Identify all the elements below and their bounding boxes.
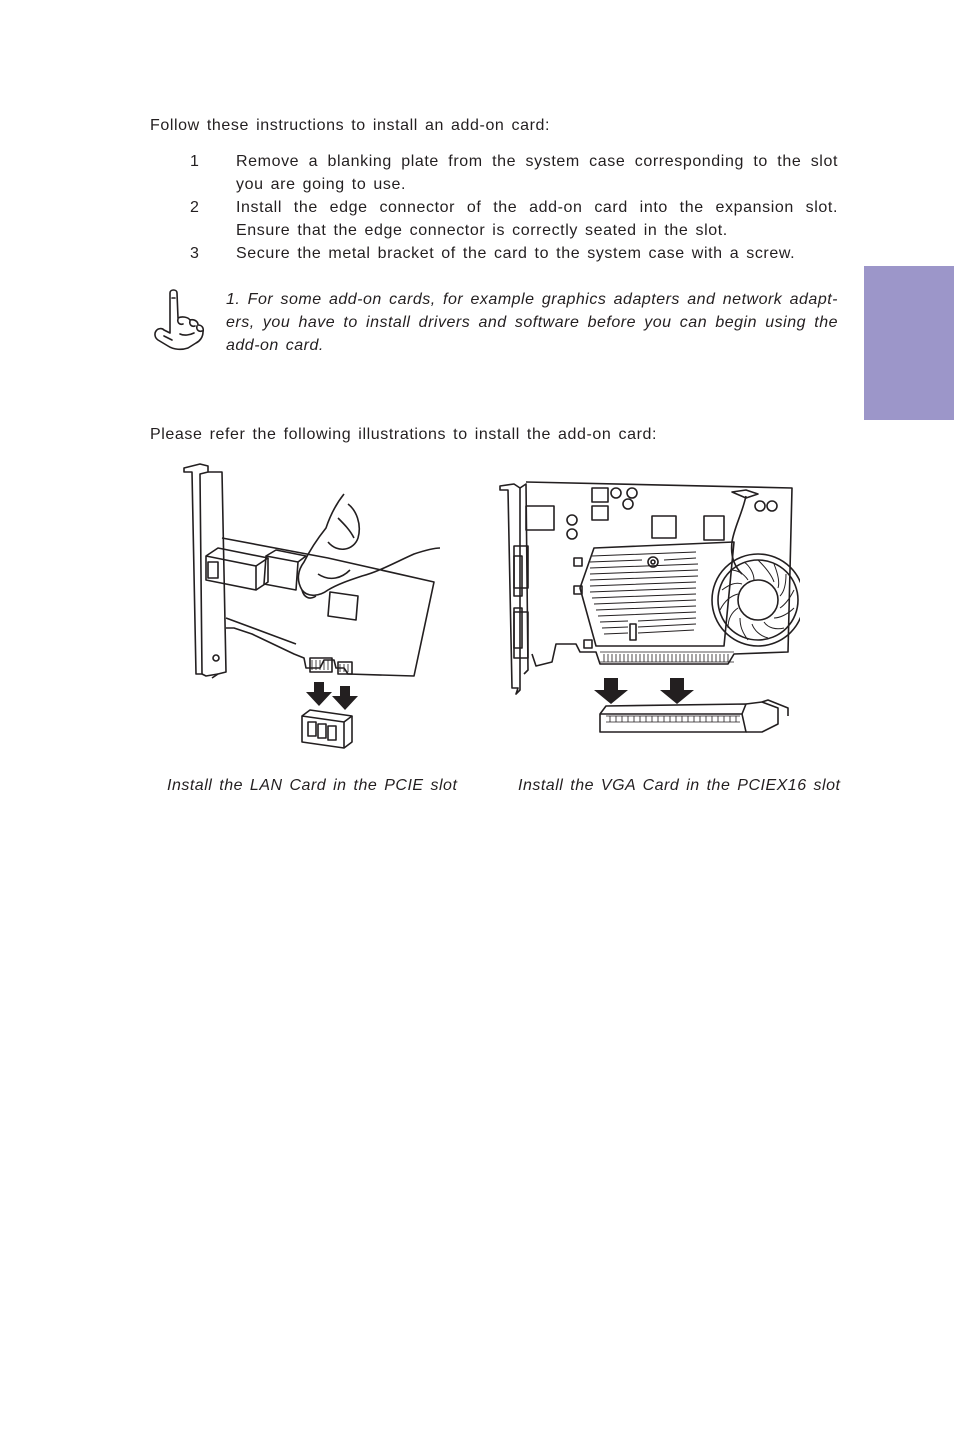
chapter-tab — [864, 266, 954, 420]
note-text: 1. For some add-on cards, for example graphics adapters and network adapt-ers, you have to install drivers and software before you can begin using the add-on card. — [226, 291, 838, 354]
intro-text: Follow these instructions to install an add-on card: — [150, 117, 551, 134]
step-text: Remove a blanking plate from the system case corresponding to the slot you are going to use. — [236, 153, 838, 193]
step-number: 1 — [190, 153, 200, 170]
caption-lan: Install the LAN Card in the PCIE slot — [167, 777, 458, 794]
lan-card-illustration — [178, 458, 444, 762]
step-number: 2 — [190, 199, 200, 216]
step-text: Secure the metal bracket of the card to the system case with a screw. — [236, 245, 796, 262]
step-text: Install the edge connector of the add-on card into the expansion slot. Ensure that the edge connector is correctly seated in the slot. — [236, 199, 838, 239]
vga-card-illustration — [496, 478, 800, 742]
refer-text: Please refer the following illustrations to install the add-on card: — [150, 426, 658, 443]
caption-vga: Install the VGA Card in the PCIEX16 slot — [518, 777, 841, 794]
step-number: 3 — [190, 245, 200, 262]
pointing-hand-icon — [150, 288, 206, 354]
